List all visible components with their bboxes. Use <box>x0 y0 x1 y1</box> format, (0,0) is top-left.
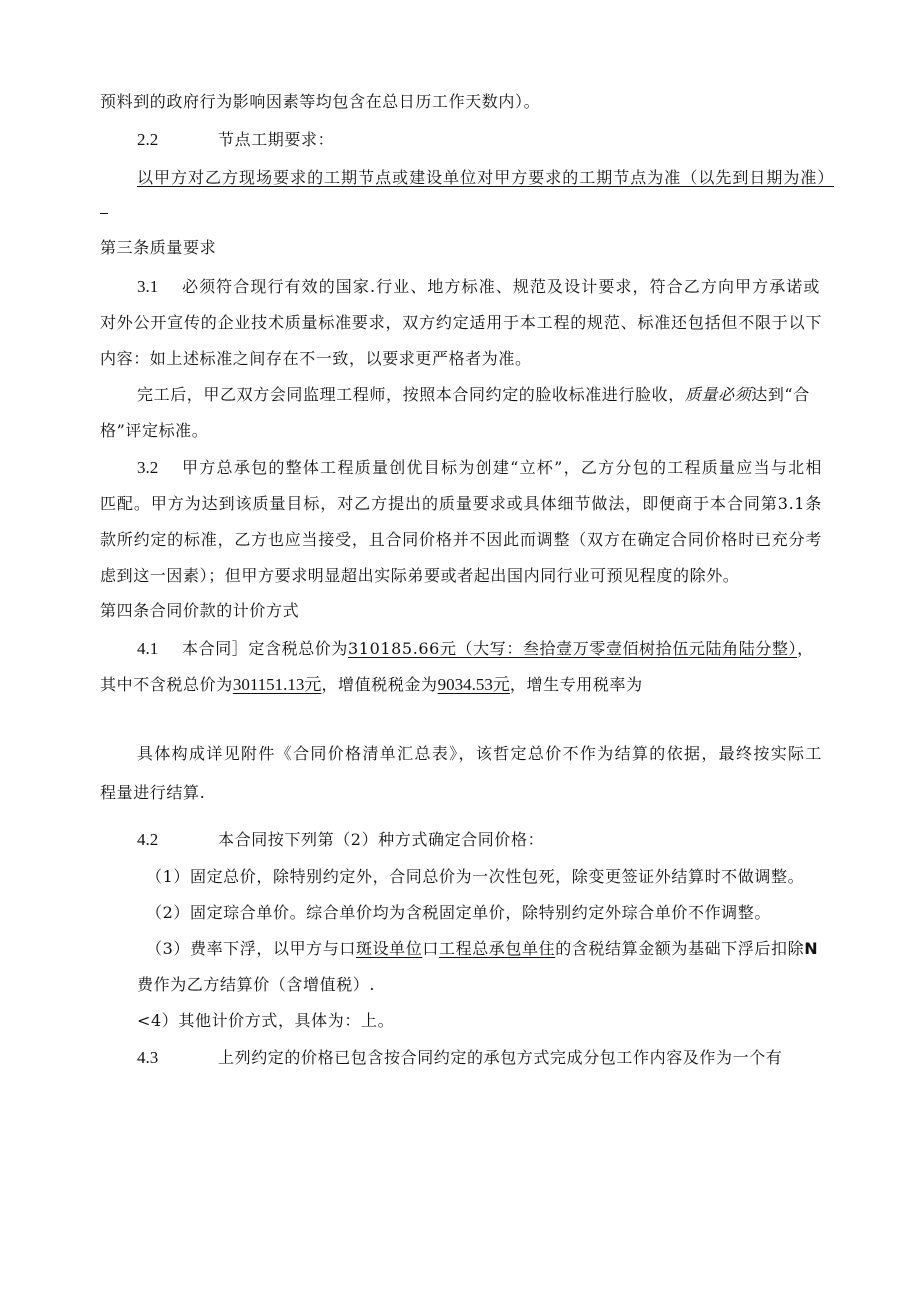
clause-title: 节点工期要求： <box>218 130 335 149</box>
text-line <box>100 675 643 695</box>
total-price-with-tax: 310185.66元（大写：叁拾壹万零壹佰树拾伍元陆角陆分整） <box>348 639 798 658</box>
text-segment: 对外公开宣传的企业技术质量标准要求，双方约定适用于本工程的规范、标准还包括但不限于以下 <box>100 313 822 332</box>
text-segment: ，增生专用税率为 <box>509 675 643 694</box>
clause-number: 4.2 <box>137 830 159 849</box>
text-line <box>137 168 834 188</box>
clause-number: 4.1 <box>137 639 159 658</box>
clause-number: 4.3 <box>137 1048 159 1067</box>
article-heading: 第三条质量要求 <box>100 238 217 257</box>
price-without-tax: 301151.13元 <box>232 675 322 694</box>
text-segment: 口 <box>422 939 439 958</box>
underline-dash <box>100 213 108 214</box>
text-segment: N <box>804 939 819 958</box>
text-segment: 达到“合 <box>751 385 810 404</box>
option-item <box>146 939 822 959</box>
text-segment: 匹配。甲方为达到该质量目标，对乙方提出的质量要求或具体细节做法，即便商于本合同第3.1条 <box>100 494 822 513</box>
clause-number: 2.2 <box>137 130 159 149</box>
text-line <box>182 639 814 659</box>
text-line: 内容：如上述标准之间存在不一致，以要求更严格者为准。 <box>100 349 532 368</box>
text-line <box>137 385 810 405</box>
text-segment: 的含税结算金额为基础下浮后扣除 <box>555 939 805 958</box>
clause-number: 3.1 <box>137 277 159 296</box>
text-segment: ， <box>797 639 814 658</box>
clause-number: 3.2 <box>137 458 159 477</box>
text-segment: ，增值税税金为 <box>321 675 438 694</box>
text-segment: 必须符合现行有效的国家.行业、地方标准、规范及设计要求，符合乙方向甲方承诺或 <box>182 277 820 296</box>
clause-title: 本合同按下列第（2）种方式确定合同价格： <box>218 830 545 849</box>
vat-amount: 9034.53元 <box>437 675 510 694</box>
option-item: （1）固定总价，除特别约定外，合同总价为一次性包死，除变更签证外结算时不做调整。 <box>146 867 805 886</box>
text-line <box>182 458 822 478</box>
text-segment: 具体构成详见附件《合同价格清单汇总表》，该哲定总价不作为结算的依据，最终按实际工 <box>137 744 822 763</box>
text-segment: 质量必须 <box>684 385 752 404</box>
text-segment: 工程总承包单住 <box>439 939 556 958</box>
text-line <box>182 277 820 297</box>
text-segment: 其中不含税总价为 <box>100 675 233 694</box>
text-line <box>100 494 822 514</box>
text-line <box>100 313 822 333</box>
text-line: 费作为乙方结算价（含增值税）. <box>137 975 376 994</box>
article-heading: 第四条合同价款的计价方式 <box>100 601 300 620</box>
text-line: 上列约定的价格已包含按合同约定的承包方式完成分包工作内容及作为一个有 <box>218 1048 783 1067</box>
text-line <box>100 530 822 550</box>
text-segment: （3）费率下浮，以甲方与口 <box>146 939 356 958</box>
text-line <box>137 744 822 764</box>
text-segment: 本合同］定含税总价为 <box>182 639 349 658</box>
text-line: 程量进行结算. <box>100 783 206 802</box>
text-segment: 斑设单位 <box>355 939 423 958</box>
text-segment: 完工后，甲乙双方会同监理工程师，按照本合同约定的脸收标准进行脸收， <box>137 385 685 404</box>
text-segment: 以甲方对乙方现场要求的工期节点或建设单位对甲方要求的工期节点为准（以先到日期为准） <box>137 168 834 187</box>
text-segment: 款所约定的标准，乙方也应当接受，且合同价格并不因此而调整（双方在确定合同价格时已充分考 <box>100 530 822 549</box>
text-line: 预料到的政府行为影响因素等均包含在总日历工作天数内）。 <box>100 92 541 111</box>
option-item: <4）其他计价方式，具体为：上。 <box>137 1011 395 1030</box>
option-item: （2）固定琮合单价。综合单价均为含税固定单价，除特别约定外琮合单价不作调整。 <box>146 903 771 922</box>
text-line: 虑到这一因素）；但甲方要求明显超出实际弟要或者起出国内同行业可预见程度的除外。 <box>100 566 740 585</box>
text-line: 格”评定标准。 <box>100 421 209 440</box>
text-segment: 甲方总承包的整体工程质量创优目标为创建“立杯”，乙方分包的工程质量应当与北相 <box>182 458 822 477</box>
